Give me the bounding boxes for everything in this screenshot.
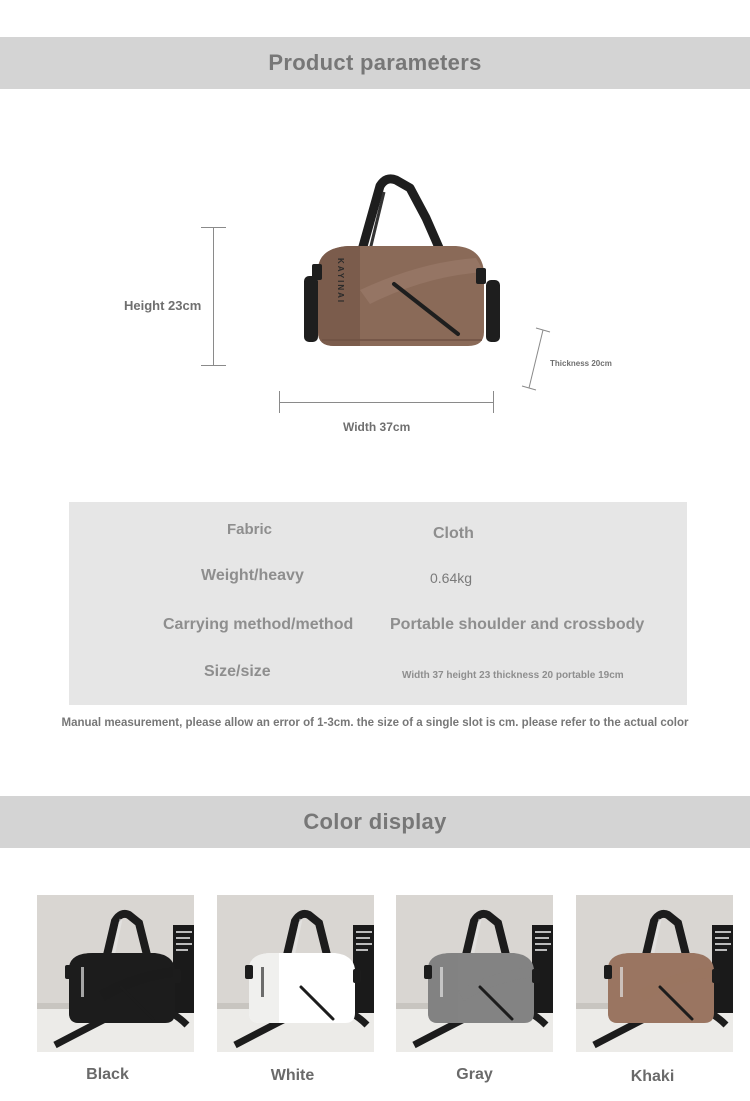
color-tile-photo xyxy=(37,895,194,1052)
width-line xyxy=(279,402,494,403)
color-tile-photo xyxy=(576,895,733,1052)
param-name-weight: Weight/heavy xyxy=(201,567,304,584)
param-value-weight: 0.64kg xyxy=(430,570,473,586)
color-label-gray: Gray xyxy=(456,1066,493,1083)
color-label-black: Black xyxy=(86,1066,129,1083)
color-tile-khaki[interactable] xyxy=(576,895,733,1052)
color-tile-black[interactable] xyxy=(37,895,194,1052)
height-label: Height 23cm xyxy=(124,298,202,313)
param-name-fabric: Fabric xyxy=(227,521,273,538)
color-tile-photo xyxy=(217,895,374,1052)
param-value-carrying: Portable shoulder and crossbody xyxy=(390,616,645,633)
param-value-size: Width 37 height 23 thickness 20 portable 19cm xyxy=(402,670,624,681)
width-right-tick xyxy=(493,391,494,413)
width-label: Width 37cm xyxy=(343,420,411,434)
parameters-table xyxy=(69,502,687,705)
color-tile-white[interactable] xyxy=(217,895,374,1052)
thickness-label: Thickness 20cm xyxy=(550,359,612,368)
height-top-tick xyxy=(201,227,226,228)
product-parameters-banner xyxy=(0,37,750,89)
duffel-bag-image xyxy=(300,172,505,354)
color-tile-gray[interactable] xyxy=(396,895,553,1052)
height-line xyxy=(213,227,214,366)
bag-brand-text: KAYINAI xyxy=(336,258,345,305)
product-parameters-title: Product parameters xyxy=(268,50,482,75)
measurement-note: Manual measurement, please allow an error of 1-3cm. the size of a single slot is cm. please refer to the actual color xyxy=(61,717,689,729)
color-display-banner xyxy=(0,796,750,848)
param-value-fabric: Cloth xyxy=(433,525,474,542)
height-bottom-tick xyxy=(201,365,226,366)
param-name-size: Size/size xyxy=(204,663,271,680)
color-display-title: Color display xyxy=(303,809,447,834)
param-name-carrying: Carrying method/method xyxy=(163,616,354,633)
color-tile-photo xyxy=(396,895,553,1052)
color-label-white: White xyxy=(270,1067,315,1084)
width-left-tick xyxy=(279,391,280,413)
color-label-khaki: Khaki xyxy=(630,1068,675,1085)
